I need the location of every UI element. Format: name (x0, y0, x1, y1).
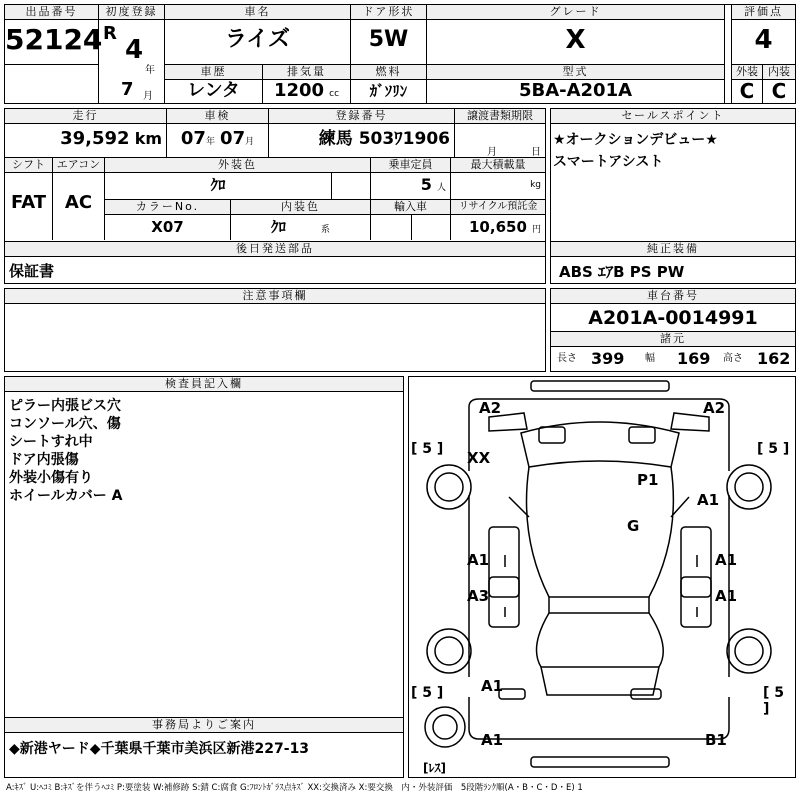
length: 399 (591, 349, 625, 368)
capacity-unit: 人 (436, 183, 446, 193)
insp-year: 07 (180, 128, 206, 149)
mark-a1-front-right: A1 (697, 491, 720, 509)
disp-label: 排気量 (263, 65, 350, 80)
mark-xx: XX (467, 449, 491, 467)
interior-color: ｸﾛ (270, 218, 286, 236)
later-label: 後日発送部品 (5, 242, 545, 257)
intcolor-cell (231, 200, 371, 240)
reg-month: 7 (121, 79, 134, 100)
tire-rear-right: [ 5 ] (763, 685, 785, 717)
name-cell (165, 5, 351, 65)
color-label: 外装色 (105, 158, 370, 173)
score-label: 評価点 (732, 5, 795, 20)
sales-points-box (550, 108, 796, 284)
tire-front-left: [ 5 ] (411, 441, 444, 457)
office-text: ◆新港ヤード◆千葉県千葉市美浜区新港227-13 (9, 741, 310, 757)
spare-tire: [ﾚｽ] (423, 761, 446, 775)
fuel-label: 燃料 (351, 65, 426, 80)
inspection-label: 車検 (167, 109, 268, 124)
color: ｸﾛ (210, 176, 226, 194)
recycle-fee: 10,650 (469, 218, 527, 236)
length-label: 長さ (557, 353, 577, 364)
plate-cell (269, 109, 455, 157)
import-cell (371, 200, 451, 240)
office-box (4, 718, 404, 778)
width: 169 (677, 349, 711, 368)
plate: 練馬 503ﾜ1906 (318, 129, 450, 149)
import-label: 輸入車 (371, 200, 450, 215)
first-reg-label: 初度登録 (99, 5, 164, 20)
history: レンタ (187, 80, 240, 101)
inspector-label: 検査員記入欄 (5, 377, 403, 392)
load-unit: kg (530, 180, 541, 190)
capacity-label: 乗車定員 (371, 158, 450, 173)
plate-label: 登録番号 (269, 109, 454, 124)
score-cell (731, 5, 795, 65)
inspector-line: ホイールカバー A (9, 488, 123, 504)
insp-month: 07 (220, 128, 246, 149)
height: 162 (757, 349, 791, 368)
ac: AC (64, 192, 93, 213)
history-cell (165, 65, 263, 103)
chassis-box (550, 288, 796, 372)
name-label: 車名 (165, 5, 350, 20)
inspection-cell (167, 109, 269, 157)
reg-year-unit: 年 (145, 65, 155, 76)
row-3 (4, 158, 546, 242)
mark-a1-right-door: A1 (715, 551, 738, 569)
height-label: 高さ (723, 353, 743, 364)
mileage: 39,592 (60, 128, 130, 149)
lot-cell (5, 5, 103, 65)
ext-cell (731, 65, 763, 103)
tire-front-right: [ 5 ] (757, 441, 790, 457)
disp-cell (263, 65, 351, 103)
inspector-line: 外装小傷有り (9, 470, 93, 486)
ac-label: エアコン (53, 158, 104, 173)
capacity-cell (371, 158, 451, 200)
inspector-box (4, 376, 404, 718)
shift: FAT (10, 192, 47, 213)
mark-a1-right-rear: A1 (715, 587, 738, 605)
row-2-left (4, 108, 546, 158)
dims-label: 諸元 (551, 331, 795, 347)
transfer-cell (455, 109, 545, 157)
first-reg-cell (99, 5, 165, 103)
grade: X (565, 25, 586, 55)
era: R (103, 23, 117, 44)
inspector-line: ピラー内張ビス穴 (9, 398, 121, 414)
mark-a3-left: A3 (467, 587, 490, 605)
mark-a2-left: A2 (479, 399, 502, 417)
ac-cell (53, 158, 105, 240)
lot-label: 出品番号 (5, 5, 98, 20)
mileage-cell (5, 109, 167, 157)
shift-cell (5, 158, 53, 240)
mark-a1-bottom-left: A1 (481, 731, 504, 749)
color-number: X07 (151, 218, 184, 236)
notes-label: 注意事項欄 (5, 289, 545, 304)
score: 4 (754, 25, 773, 55)
car-diagram (408, 376, 796, 778)
ext-label: 外装 (732, 65, 762, 80)
office-label: 事務局よりご案内 (5, 718, 403, 733)
chassis-number: A201A-0014991 (588, 307, 758, 329)
intcolor-label: 内装色 (231, 200, 370, 215)
capacity: 5 (420, 175, 432, 194)
recycle-cell (451, 200, 545, 240)
load-cell (451, 158, 545, 200)
door-cell (351, 5, 427, 65)
mark-a1-left-door: A1 (467, 551, 490, 569)
lot-empty (5, 65, 99, 103)
colorno-label: カラーNo. (105, 200, 230, 215)
insp-month-unit: 月 (245, 137, 255, 147)
header-row-1 (4, 4, 796, 104)
int-cell (763, 65, 795, 103)
mileage-unit: km (134, 129, 162, 148)
reg-year: 4 (125, 35, 144, 65)
int-label: 内装 (763, 65, 795, 80)
mark-g: G (627, 517, 640, 535)
later-parts-box (4, 242, 546, 284)
insp-year-unit: 年 (205, 137, 215, 147)
transfer-day: 日 (531, 147, 541, 158)
tire-rear-left: [ 5 ] (411, 685, 444, 701)
recycle-label: リサイクル預託金 (451, 200, 545, 215)
fuel-cell (351, 65, 427, 103)
history-label: 車歴 (165, 65, 262, 80)
chassis-label: 車台番号 (551, 289, 795, 304)
mark-a1-left-rear: A1 (481, 677, 504, 695)
grade-cell (427, 5, 725, 65)
displacement: 1200 (273, 80, 325, 101)
load-label: 最大積載量 (451, 158, 545, 173)
shift-label: シフト (5, 158, 52, 173)
transfer-label: 譲渡書類期限 (455, 109, 545, 124)
door-type: 5W (368, 27, 409, 52)
notes-box (4, 288, 546, 372)
intcolor-unit: 系 (321, 225, 331, 235)
legend: A:ｷｽﾞ U:ﾍｺﾐ B:ｷｽﾞを伴うﾍｺﾐ P:要塗装 W:補修跡 S:錆 C:腐食 G:ﾌﾛﾝﾄｶﾞﾗｽ点ｷｽﾞ XX:交換済み X:要交換 内・外装評価 5段階ﾗﾝｸ順(A・B・C・D・E) 1 (6, 783, 583, 793)
colorno-cell (105, 200, 231, 240)
grade-label: グレード (427, 5, 724, 20)
sales-label: セールスポイント (551, 109, 795, 124)
transfer-month: 月 (487, 147, 497, 158)
ext-grade: C (739, 79, 755, 103)
recycle-unit: 円 (531, 225, 541, 235)
car-name: ライズ (224, 27, 291, 52)
mark-p1: P1 (637, 471, 659, 489)
sales-point-2: スマートアシスト (553, 154, 664, 170)
inspector-line: ドア内張傷 (9, 452, 79, 468)
fuel: ｶﾞｿﾘﾝ (369, 82, 408, 100)
door-label: ドア形状 (351, 5, 426, 20)
lot-number: 52124 (5, 23, 103, 56)
int-grade: C (771, 79, 787, 103)
inspector-line: シートすれ中 (9, 434, 93, 450)
equipment: ABS ｴｱB PS PW (559, 263, 685, 281)
later-parts: 保証書 (9, 262, 55, 280)
model-label: 型式 (427, 65, 724, 80)
width-label: 幅 (645, 353, 655, 364)
equip-label: 純正装備 (551, 242, 795, 257)
sales-point-1: ★オークションデビュー★ (553, 132, 718, 148)
model: 5BA-A201A (518, 80, 633, 101)
car-outline (409, 377, 795, 777)
disp-unit: cc (329, 89, 340, 99)
model-cell (427, 65, 725, 103)
mark-b1-bottom-right: B1 (705, 731, 727, 749)
reg-month-unit: 月 (143, 91, 153, 102)
mileage-label: 走行 (5, 109, 166, 124)
mark-a2-right: A2 (703, 399, 726, 417)
inspector-line: コンソール穴、傷 (9, 416, 121, 432)
color-cell (105, 158, 371, 200)
